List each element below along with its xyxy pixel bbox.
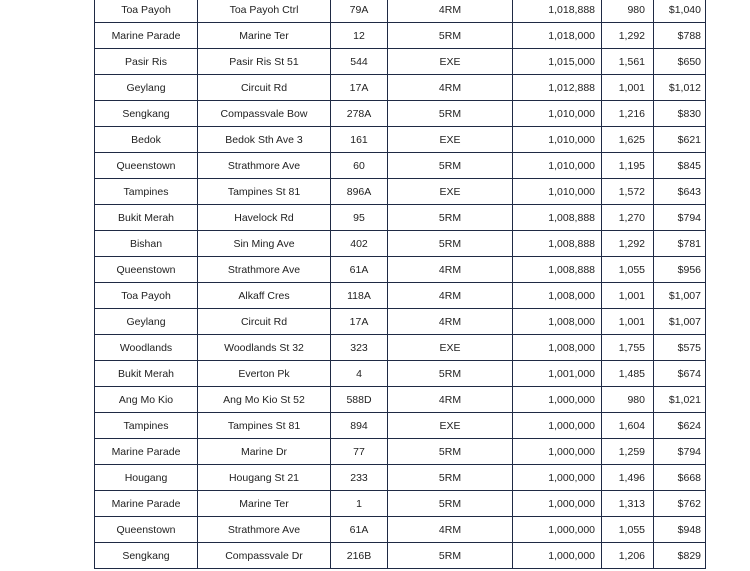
cell-sqft: 1,604 xyxy=(602,413,654,439)
cell-psf: $1,007 xyxy=(654,309,706,335)
cell-sqft: 1,259 xyxy=(602,439,654,465)
cell-sqft: 1,755 xyxy=(602,335,654,361)
table-row xyxy=(95,309,706,335)
table-row xyxy=(95,0,706,23)
cell-psf: $575 xyxy=(654,335,706,361)
cell-town: Tampines xyxy=(95,413,198,439)
cell-flat-type: 5RM xyxy=(388,465,513,491)
cell-flat-type: 4RM xyxy=(388,75,513,101)
cell-price: 1,008,000 xyxy=(513,335,602,361)
cell-psf: $781 xyxy=(654,231,706,257)
cell-block: 4 xyxy=(331,361,388,387)
cell-block: 61A xyxy=(331,257,388,283)
cell-flat-type: 5RM xyxy=(388,153,513,179)
cell-psf: $650 xyxy=(654,49,706,75)
cell-block: 12 xyxy=(331,23,388,49)
cell-price: 1,001,000 xyxy=(513,361,602,387)
table-row xyxy=(95,361,706,387)
cell-street: Toa Payoh Ctrl xyxy=(198,0,331,23)
cell-sqft: 1,001 xyxy=(602,75,654,101)
cell-price: 1,012,888 xyxy=(513,75,602,101)
table-row xyxy=(95,127,706,153)
cell-flat-type: 5RM xyxy=(388,101,513,127)
cell-price: 1,008,000 xyxy=(513,283,602,309)
cell-street: Everton Pk xyxy=(198,361,331,387)
table-row xyxy=(95,413,706,439)
cell-street: Circuit Rd xyxy=(198,309,331,335)
cell-street: Havelock Rd xyxy=(198,205,331,231)
transactions-table xyxy=(94,0,706,569)
cell-price: 1,010,000 xyxy=(513,153,602,179)
cell-price: 1,000,000 xyxy=(513,517,602,543)
cell-psf: $1,021 xyxy=(654,387,706,413)
cell-town: Pasir Ris xyxy=(95,49,198,75)
cell-street: Strathmore Ave xyxy=(198,153,331,179)
table-row xyxy=(95,49,706,75)
table-body xyxy=(95,0,706,569)
cell-flat-type: EXE xyxy=(388,413,513,439)
cell-sqft: 980 xyxy=(602,387,654,413)
cell-street: Marine Dr xyxy=(198,439,331,465)
cell-street: Ang Mo Kio St 52 xyxy=(198,387,331,413)
cell-psf: $1,007 xyxy=(654,283,706,309)
cell-psf: $762 xyxy=(654,491,706,517)
cell-block: 1 xyxy=(331,491,388,517)
cell-street: Circuit Rd xyxy=(198,75,331,101)
cell-flat-type: 4RM xyxy=(388,283,513,309)
table-row xyxy=(95,153,706,179)
cell-street: Bedok Sth Ave 3 xyxy=(198,127,331,153)
cell-town: Hougang xyxy=(95,465,198,491)
cell-town: Toa Payoh xyxy=(95,0,198,23)
cell-sqft: 1,055 xyxy=(602,257,654,283)
cell-sqft: 1,216 xyxy=(602,101,654,127)
cell-town: Geylang xyxy=(95,309,198,335)
cell-psf: $794 xyxy=(654,205,706,231)
cell-block: 79A xyxy=(331,0,388,23)
cell-block: 216B xyxy=(331,543,388,569)
cell-street: Pasir Ris St 51 xyxy=(198,49,331,75)
table-row xyxy=(95,491,706,517)
cell-psf: $624 xyxy=(654,413,706,439)
cell-flat-type: 4RM xyxy=(388,309,513,335)
table-row xyxy=(95,205,706,231)
cell-price: 1,018,000 xyxy=(513,23,602,49)
cell-block: 544 xyxy=(331,49,388,75)
cell-block: 323 xyxy=(331,335,388,361)
cell-flat-type: EXE xyxy=(388,179,513,205)
cell-block: 95 xyxy=(331,205,388,231)
cell-price: 1,008,888 xyxy=(513,205,602,231)
cell-street: Strathmore Ave xyxy=(198,517,331,543)
cell-town: Geylang xyxy=(95,75,198,101)
table-row xyxy=(95,387,706,413)
cell-sqft: 980 xyxy=(602,0,654,23)
cell-town: Sengkang xyxy=(95,101,198,127)
cell-psf: $845 xyxy=(654,153,706,179)
cell-street: Marine Ter xyxy=(198,491,331,517)
cell-psf: $830 xyxy=(654,101,706,127)
cell-town: Queenstown xyxy=(95,517,198,543)
cell-street: Compassvale Dr xyxy=(198,543,331,569)
cell-block: 588D xyxy=(331,387,388,413)
cell-flat-type: 5RM xyxy=(388,439,513,465)
cell-psf: $674 xyxy=(654,361,706,387)
table-row xyxy=(95,439,706,465)
cell-flat-type: 4RM xyxy=(388,257,513,283)
cell-flat-type: 4RM xyxy=(388,0,513,23)
cell-street: Marine Ter xyxy=(198,23,331,49)
cell-price: 1,008,888 xyxy=(513,231,602,257)
cell-sqft: 1,001 xyxy=(602,283,654,309)
cell-psf: $643 xyxy=(654,179,706,205)
cell-price: 1,008,888 xyxy=(513,257,602,283)
cell-price: 1,000,000 xyxy=(513,543,602,569)
cell-sqft: 1,292 xyxy=(602,231,654,257)
cell-town: Bukit Merah xyxy=(95,205,198,231)
cell-sqft: 1,195 xyxy=(602,153,654,179)
cell-sqft: 1,206 xyxy=(602,543,654,569)
cell-street: Hougang St 21 xyxy=(198,465,331,491)
cell-town: Tampines xyxy=(95,179,198,205)
cell-price: 1,018,888 xyxy=(513,0,602,23)
cell-street: Strathmore Ave xyxy=(198,257,331,283)
transactions-table-wrapper xyxy=(94,0,701,569)
table-row xyxy=(95,465,706,491)
cell-block: 402 xyxy=(331,231,388,257)
cell-town: Queenstown xyxy=(95,153,198,179)
cell-price: 1,010,000 xyxy=(513,179,602,205)
cell-psf: $794 xyxy=(654,439,706,465)
table-row xyxy=(95,75,706,101)
cell-price: 1,000,000 xyxy=(513,387,602,413)
cell-sqft: 1,001 xyxy=(602,309,654,335)
cell-sqft: 1,055 xyxy=(602,517,654,543)
table-row xyxy=(95,231,706,257)
cell-block: 17A xyxy=(331,75,388,101)
cell-street: Sin Ming Ave xyxy=(198,231,331,257)
cell-flat-type: 4RM xyxy=(388,387,513,413)
cell-psf: $621 xyxy=(654,127,706,153)
cell-block: 896A xyxy=(331,179,388,205)
cell-psf: $948 xyxy=(654,517,706,543)
cell-flat-type: 5RM xyxy=(388,543,513,569)
cell-block: 17A xyxy=(331,309,388,335)
cell-town: Bukit Merah xyxy=(95,361,198,387)
cell-price: 1,000,000 xyxy=(513,465,602,491)
cell-town: Ang Mo Kio xyxy=(95,387,198,413)
cell-block: 233 xyxy=(331,465,388,491)
cell-town: Bedok xyxy=(95,127,198,153)
cell-sqft: 1,496 xyxy=(602,465,654,491)
cell-town: Marine Parade xyxy=(95,439,198,465)
table-row xyxy=(95,257,706,283)
cell-block: 77 xyxy=(331,439,388,465)
cell-flat-type: EXE xyxy=(388,127,513,153)
cell-sqft: 1,292 xyxy=(602,23,654,49)
cell-sqft: 1,313 xyxy=(602,491,654,517)
cell-block: 894 xyxy=(331,413,388,439)
cell-sqft: 1,572 xyxy=(602,179,654,205)
cell-flat-type: EXE xyxy=(388,49,513,75)
table-row xyxy=(95,283,706,309)
cell-street: Tampines St 81 xyxy=(198,179,331,205)
cell-flat-type: 5RM xyxy=(388,231,513,257)
table-row xyxy=(95,517,706,543)
cell-street: Compassvale Bow xyxy=(198,101,331,127)
cell-price: 1,000,000 xyxy=(513,413,602,439)
cell-street: Woodlands St 32 xyxy=(198,335,331,361)
cell-sqft: 1,270 xyxy=(602,205,654,231)
cell-block: 161 xyxy=(331,127,388,153)
cell-street: Tampines St 81 xyxy=(198,413,331,439)
cell-town: Sengkang xyxy=(95,543,198,569)
cell-sqft: 1,561 xyxy=(602,49,654,75)
table-row xyxy=(95,179,706,205)
cell-price: 1,015,000 xyxy=(513,49,602,75)
cell-block: 60 xyxy=(331,153,388,179)
cell-flat-type: 5RM xyxy=(388,205,513,231)
cell-block: 278A xyxy=(331,101,388,127)
cell-psf: $788 xyxy=(654,23,706,49)
table-row xyxy=(95,101,706,127)
cell-psf: $829 xyxy=(654,543,706,569)
cell-psf: $1,012 xyxy=(654,75,706,101)
cell-town: Marine Parade xyxy=(95,23,198,49)
cell-town: Toa Payoh xyxy=(95,283,198,309)
cell-flat-type: 4RM xyxy=(388,517,513,543)
cell-town: Bishan xyxy=(95,231,198,257)
cell-price: 1,000,000 xyxy=(513,491,602,517)
cell-price: 1,008,000 xyxy=(513,309,602,335)
cell-block: 118A xyxy=(331,283,388,309)
cell-price: 1,010,000 xyxy=(513,127,602,153)
cell-psf: $956 xyxy=(654,257,706,283)
cell-town: Queenstown xyxy=(95,257,198,283)
cell-sqft: 1,485 xyxy=(602,361,654,387)
cell-flat-type: 5RM xyxy=(388,361,513,387)
cell-psf: $668 xyxy=(654,465,706,491)
table-row xyxy=(95,543,706,569)
cell-town: Woodlands xyxy=(95,335,198,361)
cell-flat-type: EXE xyxy=(388,335,513,361)
cell-price: 1,010,000 xyxy=(513,101,602,127)
table-row xyxy=(95,23,706,49)
cell-town: Marine Parade xyxy=(95,491,198,517)
cell-price: 1,000,000 xyxy=(513,439,602,465)
cell-street: Alkaff Cres xyxy=(198,283,331,309)
table-row xyxy=(95,335,706,361)
cell-flat-type: 5RM xyxy=(388,491,513,517)
cell-flat-type: 5RM xyxy=(388,23,513,49)
cell-block: 61A xyxy=(331,517,388,543)
cell-sqft: 1,625 xyxy=(602,127,654,153)
cell-psf: $1,040 xyxy=(654,0,706,23)
